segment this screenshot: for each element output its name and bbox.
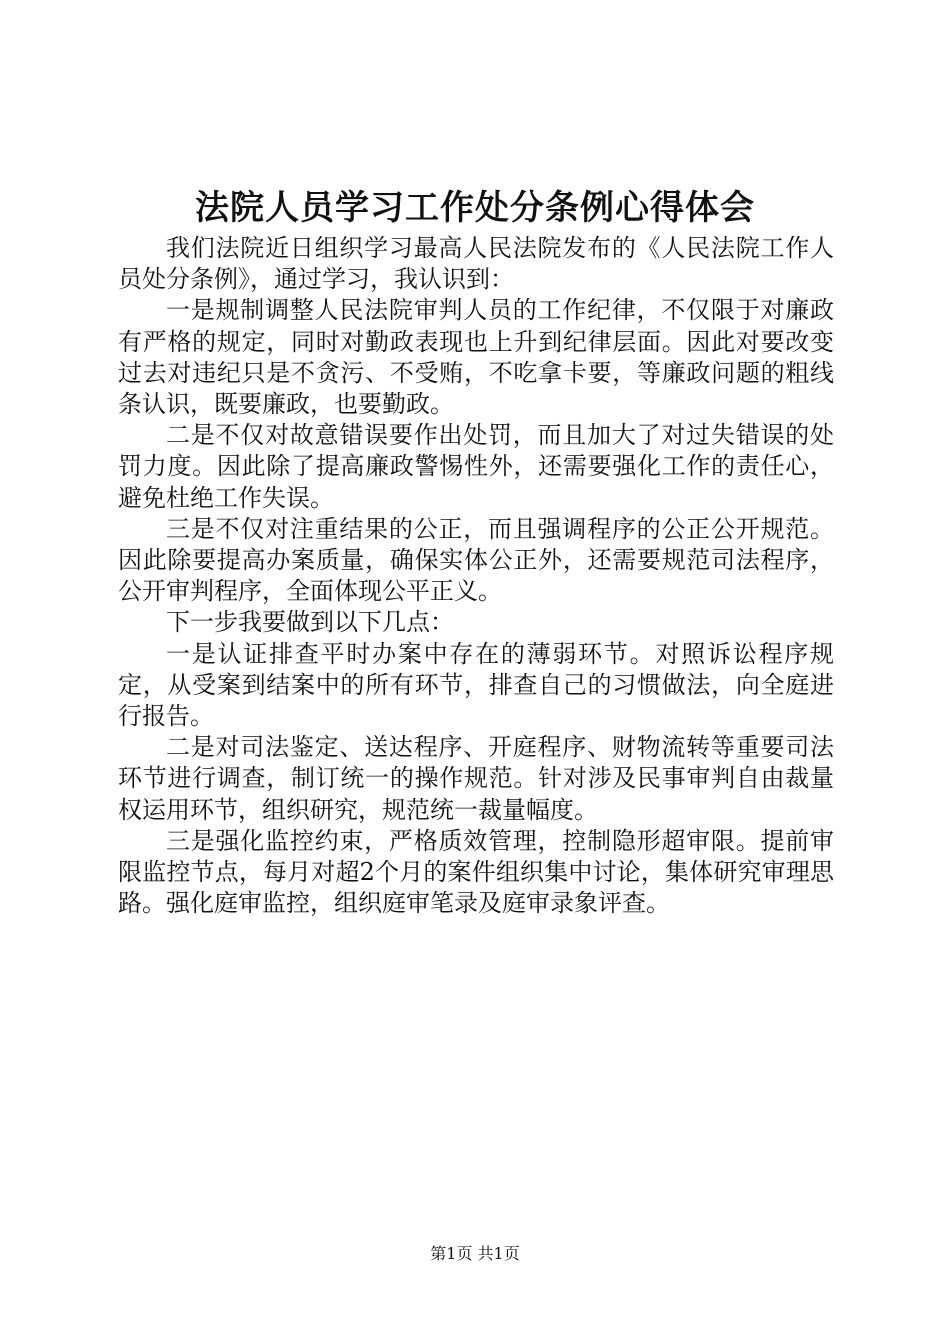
paragraph-point-2: 二是不仅对故意错误要作出处罚，而且加大了对过失错误的处罚力度。因此除了提高廉政警惕性外，还需要强化工作的责任心，避免杜绝工作失误。 [118, 421, 834, 512]
document-title: 法院人员学习工作处分条例心得体会 [195, 188, 755, 228]
paragraph-point-3: 三是不仅对注重结果的公正，而且强调程序的公正公开规范。因此除要提高办案质量，确保实体公正外，还需要规范司法程序，公开审判程序，全面体现公平正义。 [118, 514, 834, 606]
paragraph-step-1: 一是认证排查平时办案中存在的薄弱环节。对照诉讼程序规定，从受案到结案中的所有环节，排查自己的习惯做法，向全庭进行报告。 [118, 639, 834, 731]
document-body [118, 233, 834, 919]
paragraph-point-1: 一是规制调整人民法院审判人员的工作纪律，不仅限于对廉政有严格的规定，同时对勤政表现也上升到纪律层面。因此对要改变过去对违纪只是不贪污、不受贿，不吃拿卡要，等廉政问题的粗线条认识，既要廉政，也要勤政。 [118, 296, 834, 419]
paragraph-intro: 我们法院近日组织学习最高人民法院发布的《人民法院工作人员处分条例》，通过学习，我认识到： [118, 234, 834, 294]
paragraph-step-2: 二是对司法鉴定、送达程序、开庭程序、财物流转等重要司法环节进行调查，制订统一的操作规范。针对涉及民事审判自由裁量权运用环节，组织研究，规范统一裁量幅度。 [118, 733, 834, 824]
paragraph-next-steps: 下一步我要做到以下几点： [166, 608, 454, 637]
page-footer: 第1页 共1页 [430, 1244, 520, 1263]
paragraph-step-3: 三是强化监控约束，严格质效管理，控制隐形超审限。提前审限监控节点，每月对超2个月的案件组织集中讨论，集体研究审理思路。强化庭审监控，组织庭审笔录及庭审录象评查。 [118, 826, 834, 918]
